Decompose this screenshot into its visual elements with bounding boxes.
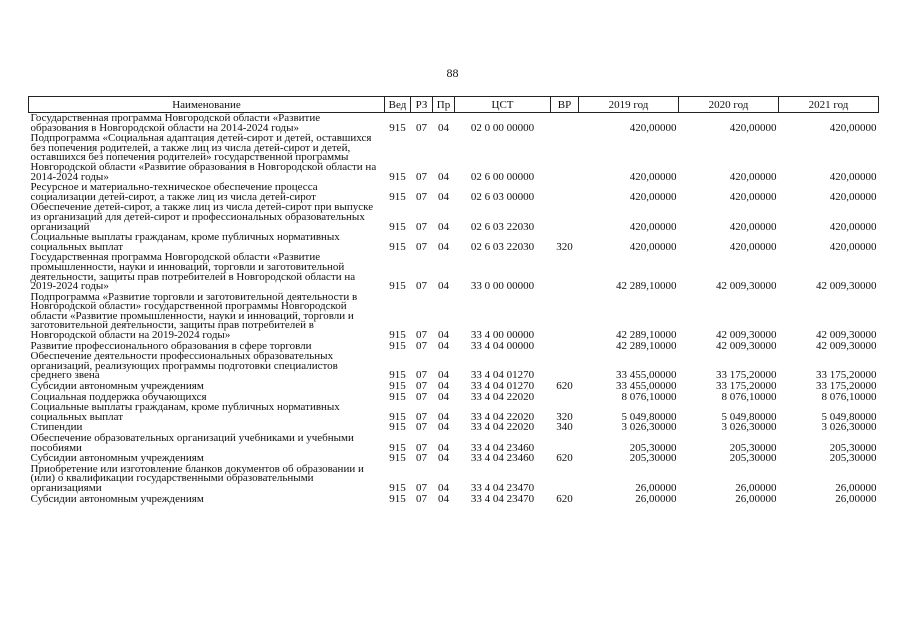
cell-2021: 3 026,30000 xyxy=(821,421,877,434)
cell-vr: 620 xyxy=(556,380,573,393)
cell-cst: 33 0 00 00000 xyxy=(470,280,535,293)
cell-ved: 915 xyxy=(389,329,406,342)
cell-ved: 915 xyxy=(389,121,406,134)
cell-2019: 3 026,30000 xyxy=(621,421,677,434)
cell-2020: 26,00000 xyxy=(735,492,777,505)
budget-table xyxy=(28,96,879,504)
cell-rz: 07 xyxy=(416,421,427,434)
cell-name: Ресурсное и материально-техническое обеспечение процесса социализации детей-сирот, а также лиц из числа детей-сирот xyxy=(30,181,318,203)
cell-cst: 33 4 04 00000 xyxy=(470,339,535,352)
cell-2020: 420,00000 xyxy=(729,240,777,253)
header-2019: 2019 год xyxy=(579,97,679,113)
cell-pr: 04 xyxy=(438,170,449,183)
cell-rz: 07 xyxy=(416,121,427,134)
cell-ved: 915 xyxy=(389,492,406,505)
cell-name: Субсидии автономным учреждениям xyxy=(30,380,204,393)
cell-vr xyxy=(551,464,579,494)
header-2021: 2021 год xyxy=(779,97,879,113)
cell-2021: 5 049,80000 xyxy=(821,410,877,423)
cell-2021: 205,30000 xyxy=(829,441,877,454)
cell-cst: 33 4 04 23460 xyxy=(470,441,535,454)
cell-pr: 04 xyxy=(438,452,449,465)
table-row xyxy=(29,113,879,134)
cell-pr: 04 xyxy=(438,390,449,403)
cell-name: Подпрограмма «Социальная адаптация детей-сирот и детей, оставшихся без попечения родителей, а также лиц из числа детей-сирот и детей, оставшихся без попечения родителей» государственной программы Новгородской области «Развитие образования в Новгородской области на 2014-2024 годы» xyxy=(30,132,377,183)
header-ved: Вед xyxy=(385,97,411,113)
cell-name: Социальные выплаты гражданам, кроме публичных нормативных социальных выплат xyxy=(30,231,340,253)
cell-2019: 42 289,10000 xyxy=(616,280,677,293)
cell-pr: 04 xyxy=(438,220,449,233)
cell-cst: 33 4 04 22020 xyxy=(470,421,535,434)
cell-2019: 420,00000 xyxy=(629,170,677,183)
cell-cst: 33 4 00 00000 xyxy=(470,329,535,342)
cell-pr: 04 xyxy=(438,410,449,423)
cell-2019: 205,30000 xyxy=(629,452,677,465)
cell-2020: 33 175,20000 xyxy=(716,369,777,382)
cell-2020: 205,30000 xyxy=(729,452,777,465)
cell-2021: 420,00000 xyxy=(829,121,877,134)
cell-ved: 915 xyxy=(389,441,406,454)
cell-vr xyxy=(551,351,579,381)
header-rz: РЗ xyxy=(411,97,433,113)
cell-2019: 42 289,10000 xyxy=(616,339,677,352)
cell-2020: 420,00000 xyxy=(729,121,777,134)
cell-2020: 33 175,20000 xyxy=(716,380,777,393)
cell-ved: 915 xyxy=(389,452,406,465)
table-row xyxy=(29,433,879,453)
cell-name: Стипендии xyxy=(30,421,83,434)
cell-pr: 04 xyxy=(438,240,449,253)
cell-pr: 04 xyxy=(438,380,449,393)
cell-ved: 915 xyxy=(389,481,406,494)
cell-cst: 33 4 04 22020 xyxy=(470,390,535,403)
cell-ved: 915 xyxy=(389,369,406,382)
cell-2019: 26,00000 xyxy=(635,492,677,505)
cell-2021: 420,00000 xyxy=(829,240,877,253)
table-row xyxy=(29,464,879,494)
cell-2020: 5 049,80000 xyxy=(721,410,777,423)
cell-vr xyxy=(551,341,579,352)
header-row xyxy=(29,97,879,113)
cell-rz: 07 xyxy=(416,339,427,352)
table-row xyxy=(29,351,879,381)
cell-vr: 620 xyxy=(556,452,573,465)
cell-rz: 07 xyxy=(416,329,427,342)
header-2020: 2020 год xyxy=(679,97,779,113)
cell-pr: 04 xyxy=(438,369,449,382)
cell-cst: 02 0 00 00000 xyxy=(470,121,535,134)
cell-cst: 33 4 04 22020 xyxy=(470,410,535,423)
table-row xyxy=(29,292,879,341)
cell-name: Развитие профессионального образования в сфере торговли xyxy=(30,339,312,352)
table-row xyxy=(29,252,879,291)
cell-pr: 04 xyxy=(438,492,449,505)
cell-2021: 205,30000 xyxy=(829,452,877,465)
cell-cst: 02 6 03 22030 xyxy=(470,220,535,233)
table-row xyxy=(29,494,879,505)
cell-name: Приобретение или изготовление бланков документов об образовании и (или) о квалификации государственными образовательными организациями xyxy=(30,462,364,494)
cell-2019: 33 455,00000 xyxy=(616,369,677,382)
cell-2019: 33 455,00000 xyxy=(616,380,677,393)
table-row xyxy=(29,202,879,232)
cell-vr xyxy=(551,182,579,202)
cell-rz: 07 xyxy=(416,369,427,382)
cell-pr: 04 xyxy=(438,190,449,203)
cell-2021: 42 009,30000 xyxy=(816,280,877,293)
cell-rz: 07 xyxy=(416,410,427,423)
cell-2021: 26,00000 xyxy=(835,492,877,505)
cell-ved: 915 xyxy=(389,421,406,434)
cell-pr: 04 xyxy=(438,421,449,434)
cell-2019: 420,00000 xyxy=(629,220,677,233)
cell-pr: 04 xyxy=(438,329,449,342)
header-name: Наименование xyxy=(29,97,385,113)
cell-ved: 915 xyxy=(389,380,406,393)
cell-rz: 07 xyxy=(416,441,427,454)
cell-vr xyxy=(551,113,579,134)
cell-name: Государственная программа Новгородской области «Развитие промышленности, науки и инноваций, торговли и заготовительной деятельности, защиты прав потребителей в Новгородской области на 2019-2024 годы» xyxy=(30,251,356,293)
cell-2021: 42 009,30000 xyxy=(816,339,877,352)
cell-name: Обеспечение деятельности профессиональных образовательных организаций, реализующих программы подготовки специалистов среднего звена xyxy=(30,350,338,382)
cell-name: Государственная программа Новгородской области «Развитие образования в Новгородской области на 2014-2024 годы» xyxy=(30,112,321,134)
cell-rz: 07 xyxy=(416,380,427,393)
cell-ved: 915 xyxy=(389,240,406,253)
cell-2021: 420,00000 xyxy=(829,190,877,203)
cell-2019: 205,30000 xyxy=(629,441,677,454)
cell-2020: 3 026,30000 xyxy=(721,421,777,434)
cell-name: Субсидии автономным учреждениям xyxy=(30,452,204,465)
cell-pr: 04 xyxy=(438,121,449,134)
cell-vr xyxy=(551,292,579,341)
table-row xyxy=(29,133,879,182)
cell-name: Социальные выплаты гражданам, кроме публичных нормативных социальных выплат xyxy=(30,401,340,423)
header-cst: ЦСТ xyxy=(455,97,551,113)
cell-2021: 33 175,20000 xyxy=(816,369,877,382)
page-number: 88 xyxy=(446,66,459,80)
cell-rz: 07 xyxy=(416,481,427,494)
cell-pr: 04 xyxy=(438,280,449,293)
cell-2021: 33 175,20000 xyxy=(816,380,877,393)
cell-2021: 420,00000 xyxy=(829,170,877,183)
cell-vr: 620 xyxy=(556,492,573,505)
cell-ved: 915 xyxy=(389,410,406,423)
cell-2020: 420,00000 xyxy=(729,220,777,233)
cell-2020: 205,30000 xyxy=(729,441,777,454)
cell-2020: 26,00000 xyxy=(735,481,777,494)
cell-2020: 420,00000 xyxy=(729,170,777,183)
cell-name: Субсидии автономным учреждениям xyxy=(30,492,204,505)
cell-vr xyxy=(551,392,579,403)
cell-cst: 33 4 04 01270 xyxy=(470,369,535,382)
cell-vr xyxy=(551,202,579,232)
cell-rz: 07 xyxy=(416,280,427,293)
cell-2021: 42 009,30000 xyxy=(816,329,877,342)
cell-name: Подпрограмма «Развитие торговли и заготовительной деятельности в Новгородской области» государственной программы Новгородской области «Развитие промышленности, науки и инноваций, торговли и заготовительной деятельности, защиты прав потребителей в Новгородской области на 2019-2024 годы» xyxy=(30,290,358,342)
cell-rz: 07 xyxy=(416,220,427,233)
cell-rz: 07 xyxy=(416,190,427,203)
cell-name: Обеспечение детей-сирот, а также лиц из числа детей-сирот при выпуске из организаций для детей-сирот и профессиональных образовательных организаций xyxy=(30,201,374,233)
cell-cst: 33 4 04 01270 xyxy=(470,380,535,393)
cell-rz: 07 xyxy=(416,390,427,403)
cell-vr: 320 xyxy=(556,240,573,253)
cell-2019: 8 076,10000 xyxy=(621,390,677,403)
cell-cst: 02 6 00 00000 xyxy=(470,170,535,183)
cell-ved: 915 xyxy=(389,220,406,233)
cell-vr xyxy=(551,433,579,453)
cell-cst: 02 6 03 22030 xyxy=(470,240,535,253)
cell-2021: 8 076,10000 xyxy=(821,390,877,403)
cell-2019: 420,00000 xyxy=(629,190,677,203)
header-pr: Пр xyxy=(433,97,455,113)
cell-2020: 42 009,30000 xyxy=(716,329,777,342)
cell-name: Обеспечение образовательных организаций учебниками и учебными пособиями xyxy=(30,432,354,454)
cell-pr: 04 xyxy=(438,339,449,352)
cell-pr: 04 xyxy=(438,481,449,494)
cell-rz: 07 xyxy=(416,170,427,183)
table-header xyxy=(29,97,879,113)
cell-2019: 42 289,10000 xyxy=(616,329,677,342)
cell-2019: 420,00000 xyxy=(629,240,677,253)
cell-ved: 915 xyxy=(389,390,406,403)
cell-2019: 26,00000 xyxy=(635,481,677,494)
cell-ved: 915 xyxy=(389,190,406,203)
cell-ved: 915 xyxy=(389,170,406,183)
cell-2020: 8 076,10000 xyxy=(721,390,777,403)
cell-cst: 33 4 04 23470 xyxy=(470,492,535,505)
cell-cst: 33 4 04 23460 xyxy=(470,452,535,465)
cell-name: Социальная поддержка обучающихся xyxy=(30,390,207,403)
cell-2020: 420,00000 xyxy=(729,190,777,203)
header-vr: ВР xyxy=(551,97,579,113)
table-row xyxy=(29,232,879,252)
cell-2020: 42 009,30000 xyxy=(716,339,777,352)
cell-cst: 02 6 03 00000 xyxy=(470,190,535,203)
table-body xyxy=(29,113,879,505)
table-row xyxy=(29,402,879,422)
cell-rz: 07 xyxy=(416,240,427,253)
table-row xyxy=(29,182,879,202)
cell-2019: 5 049,80000 xyxy=(621,410,677,423)
cell-2021: 420,00000 xyxy=(829,220,877,233)
cell-rz: 07 xyxy=(416,452,427,465)
cell-vr: 340 xyxy=(556,421,573,434)
cell-2020: 42 009,30000 xyxy=(716,280,777,293)
cell-pr: 04 xyxy=(438,441,449,454)
cell-ved: 915 xyxy=(389,280,406,293)
cell-2021: 26,00000 xyxy=(835,481,877,494)
cell-rz: 07 xyxy=(416,492,427,505)
cell-ved: 915 xyxy=(389,339,406,352)
cell-cst: 33 4 04 23470 xyxy=(470,481,535,494)
cell-vr xyxy=(551,133,579,182)
cell-2019: 420,00000 xyxy=(629,121,677,134)
cell-vr: 320 xyxy=(556,410,573,423)
cell-vr xyxy=(551,252,579,291)
